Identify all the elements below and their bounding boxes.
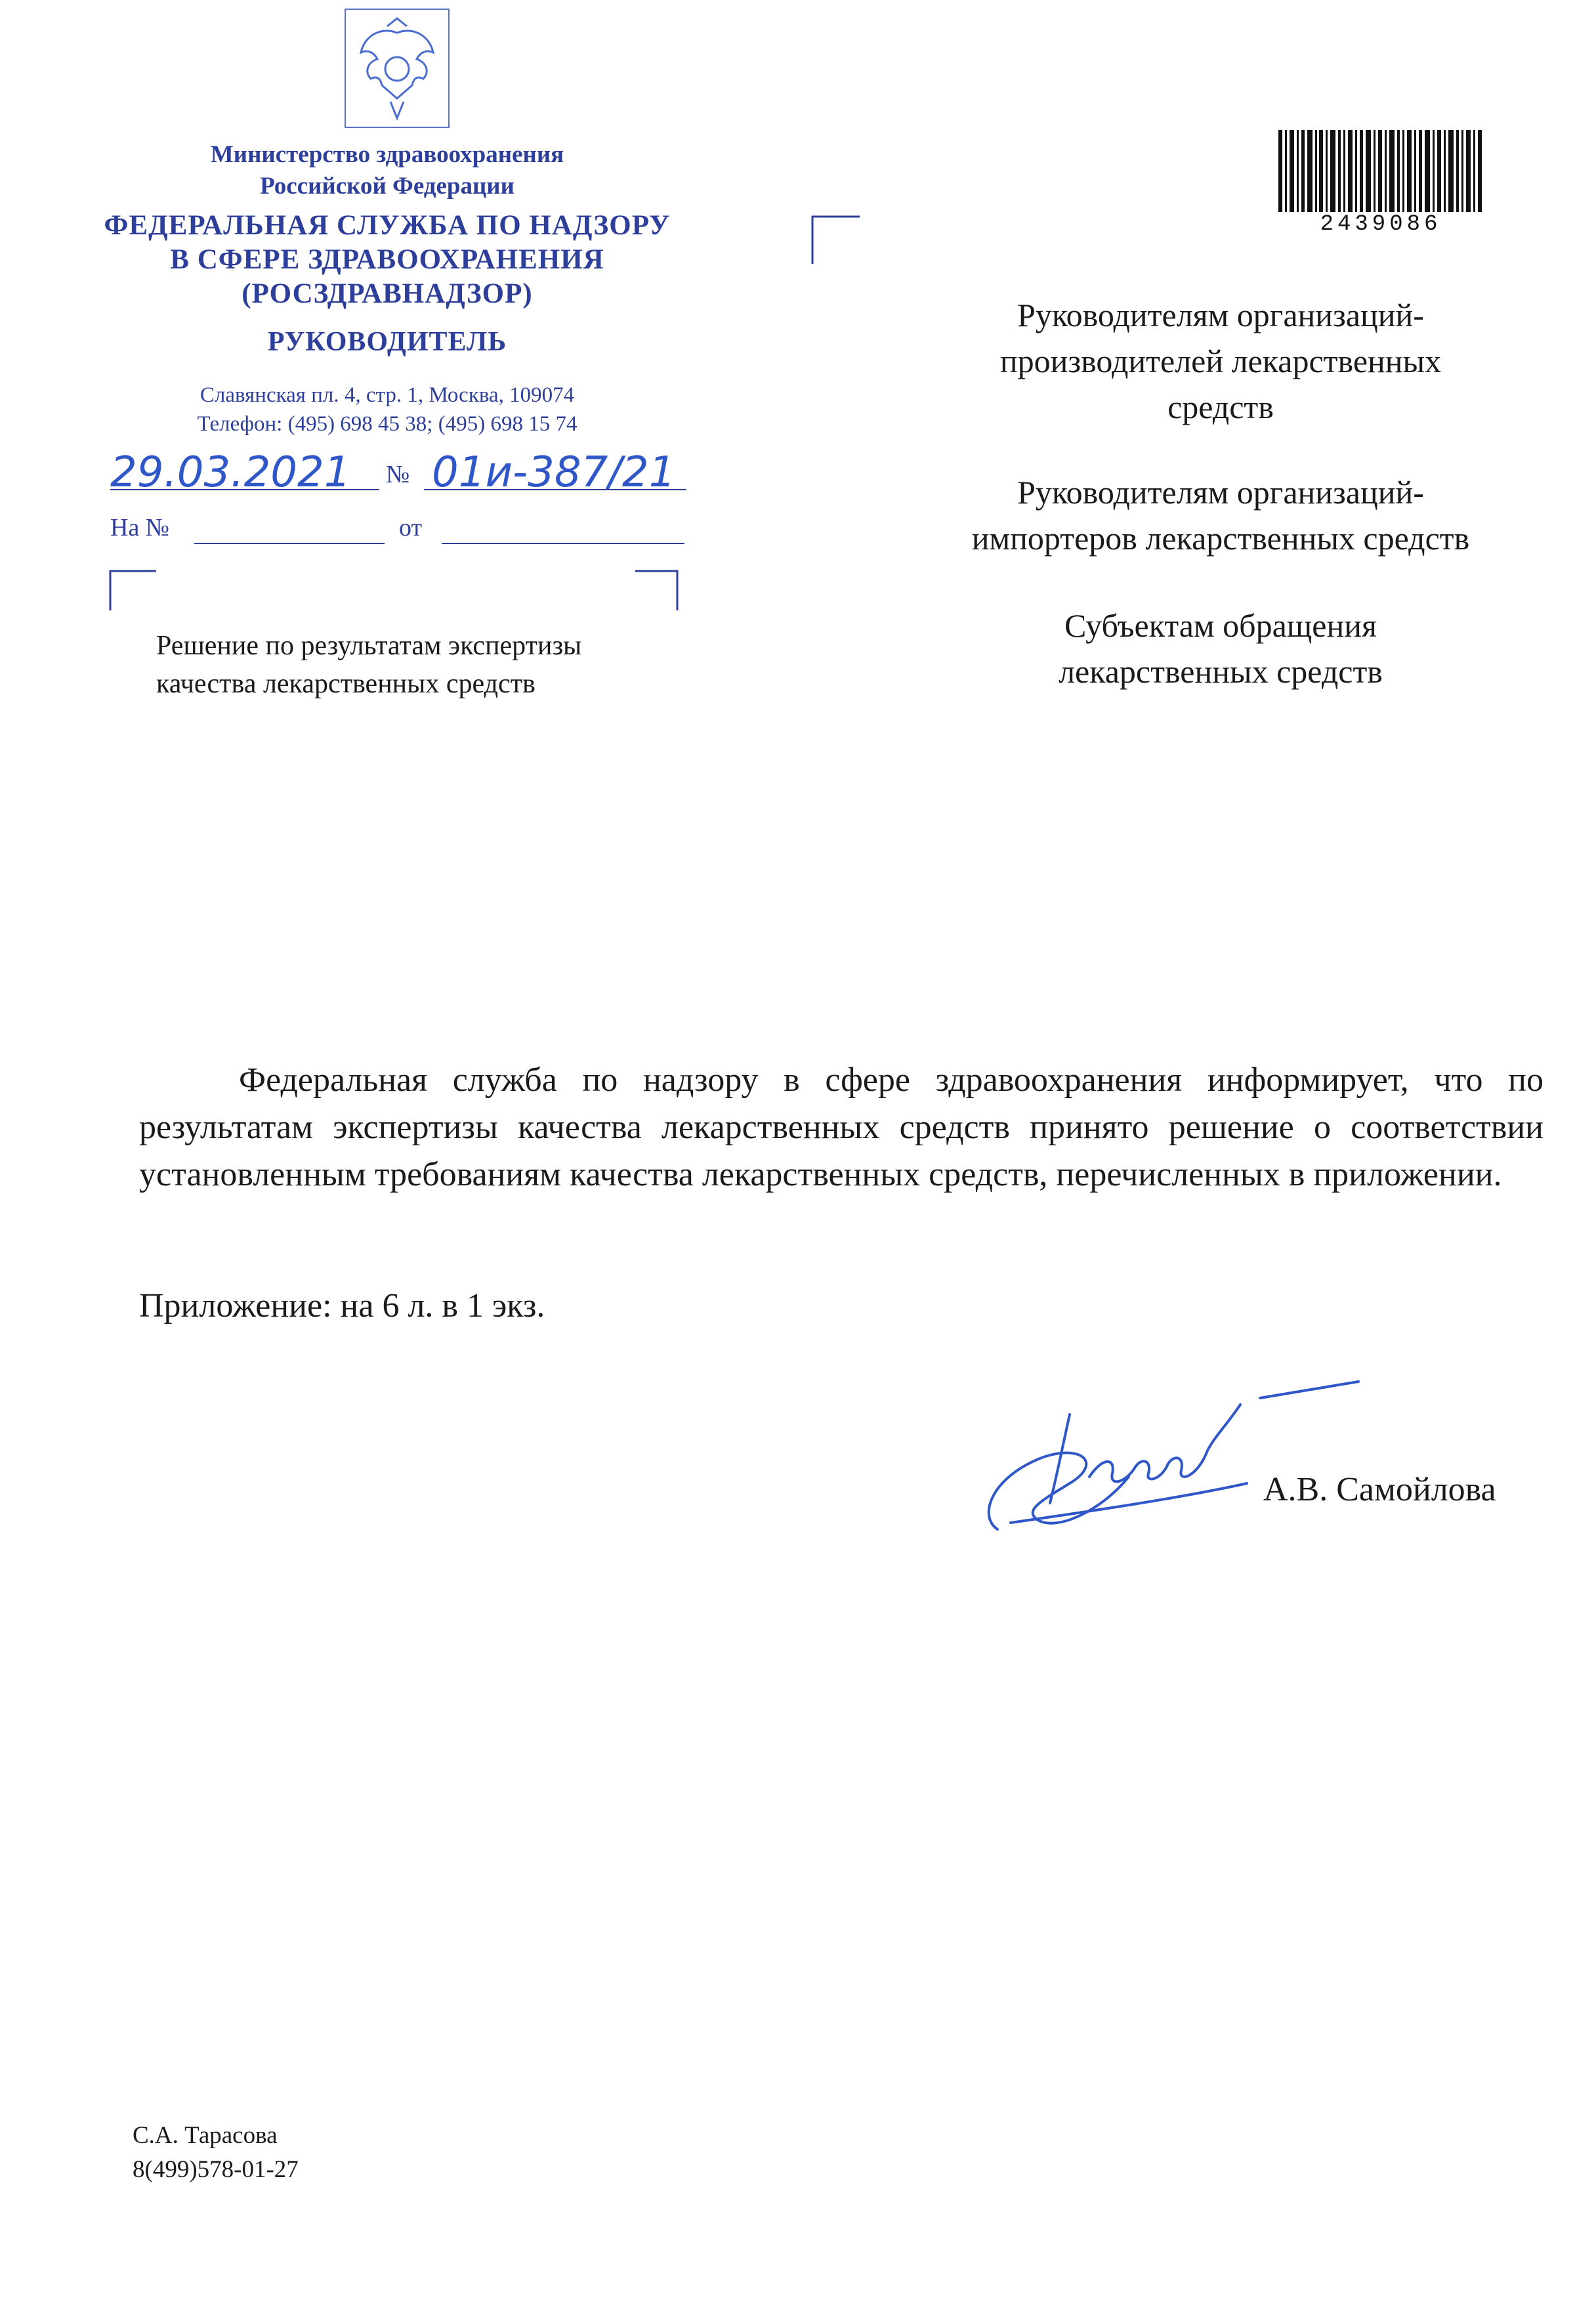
ministry-line-2: Российской Федерации <box>260 173 514 200</box>
subject <box>156 627 581 703</box>
addressee-importers <box>906 469 1536 561</box>
attachment-note: Приложение: на 6 л. в 1 экз. <box>139 1287 545 1325</box>
address-line: Славянская пл. 4, стр. 1, Москва, 109074 <box>200 383 575 407</box>
signatory-name: А.В. Самойлова <box>1263 1471 1496 1508</box>
executor-name: С.А. Тарасова <box>133 2122 278 2149</box>
executor-info <box>133 2119 299 2187</box>
service-line-1: ФЕДЕРАЛЬНАЯ СЛУЖБА ПО НАДЗОРУ <box>104 210 671 241</box>
subject-line-2: качества лекарственных средств <box>156 669 536 699</box>
addressee-line: Руководителям организаций- <box>1017 474 1424 511</box>
from-label: от <box>399 514 423 541</box>
body-paragraph: Федеральная служба по надзору в сфере здравоохранения информирует, что по результатам экспертизы качества лекарственных средств принято решение о соответствии установленным требованиям качества лекарственных средств, перечисленных в приложении. <box>139 1061 1544 1193</box>
addressee-line: импортеров лекарственных средств <box>971 520 1470 557</box>
addressee-manufacturers <box>906 292 1536 430</box>
number-sign: № <box>386 461 410 488</box>
executor-phone: 8(499)578-01-27 <box>133 2156 299 2183</box>
addressee-line: Субъектам обращения <box>1064 607 1377 644</box>
service-line-3: (РОСЗДРАВНАДЗОР) <box>242 278 533 309</box>
registration-number: 01и-387/21 <box>432 448 676 497</box>
addressee-line: производителей лекарственных <box>999 343 1442 379</box>
handwritten-signature-icon <box>971 1378 1385 1549</box>
registration-date: 29.03.2021 <box>110 448 351 497</box>
addressee-subjects <box>906 603 1536 694</box>
position-title: РУКОВОДИТЕЛЬ <box>267 327 507 357</box>
addressee-line: лекарственных средств <box>1059 653 1383 690</box>
reply-label: На № <box>110 514 170 541</box>
subject-line-1: Решение по результатам экспертизы <box>156 631 582 661</box>
barcode-number: 2439086 <box>1320 212 1442 237</box>
phone-line: Телефон: (495) 698 45 38; (495) 698 15 74 <box>197 412 578 436</box>
addressee-line: Руководителям организаций- <box>1017 297 1424 333</box>
ministry-line-1: Министерство здравоохранения <box>210 141 564 168</box>
addressee-line: средств <box>1167 389 1274 425</box>
letter-body <box>139 1057 1544 1198</box>
service-line-2: В СФЕРЕ ЗДРАВООХРАНЕНИЯ <box>170 244 604 275</box>
